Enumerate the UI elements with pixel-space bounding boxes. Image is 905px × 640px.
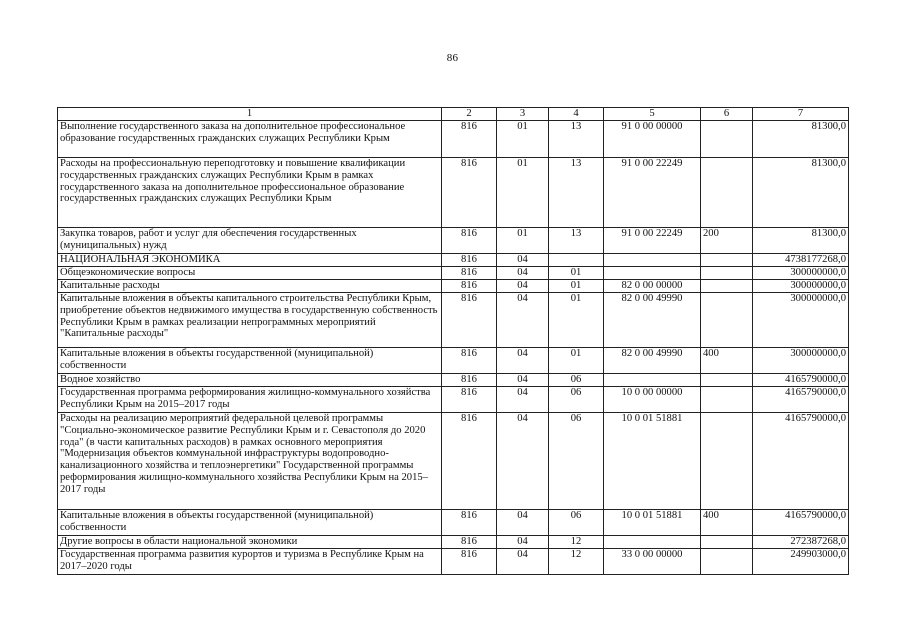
row-name: Водное хозяйство	[58, 374, 442, 387]
row-amount: 249903000,0	[753, 549, 849, 575]
row-code-5	[604, 374, 701, 387]
row-code-5: 82 0 00 49990	[604, 293, 701, 348]
row-amount: 81300,0	[753, 228, 849, 254]
row-code-4: 13	[549, 121, 604, 158]
row-name: Капитальные вложения в объекты капитального строительства Республики Крым, приобретение объектов недвижимого имущества в государственную собственность Республики Крым в рамках реализации непрограммных мероприятий "Капитальные расходы"	[58, 293, 442, 348]
row-code-3: 01	[497, 228, 549, 254]
header-cell: 1	[58, 108, 442, 121]
row-code-5: 33 0 00 00000	[604, 549, 701, 575]
row-name: Государственная программа реформирования жилищно-коммунального хозяйства Республики Крым на 2015–2017 годы	[58, 387, 442, 413]
header-cell: 4	[549, 108, 604, 121]
row-name: Капитальные вложения в объекты государственной (муниципальной) собственности	[58, 510, 442, 536]
row-code-2: 816	[442, 267, 497, 280]
table-row	[58, 510, 849, 536]
row-name: Капитальные вложения в объекты государственной (муниципальной) собственности	[58, 348, 442, 374]
row-code-3: 04	[497, 413, 549, 510]
row-code-5	[604, 536, 701, 549]
table-row	[58, 228, 849, 254]
header-cell: 6	[701, 108, 753, 121]
row-name: Закупка товаров, работ и услуг для обеспечения государственных (муниципальных) нужд	[58, 228, 442, 254]
table-row	[58, 387, 849, 413]
row-code-6	[701, 413, 753, 510]
table-header-row	[58, 108, 849, 121]
row-code-6: 400	[701, 348, 753, 374]
row-code-6	[701, 374, 753, 387]
row-code-2: 816	[442, 254, 497, 267]
row-code-5: 82 0 00 00000	[604, 280, 701, 293]
row-code-6	[701, 387, 753, 413]
row-code-2: 816	[442, 510, 497, 536]
page-number: 86	[446, 52, 459, 64]
row-code-4: 06	[549, 374, 604, 387]
row-amount: 4165790000,0	[753, 374, 849, 387]
row-code-3: 04	[497, 510, 549, 536]
row-code-6	[701, 254, 753, 267]
row-code-4: 12	[549, 549, 604, 575]
row-code-3: 04	[497, 387, 549, 413]
row-code-2: 816	[442, 228, 497, 254]
row-amount: 300000000,0	[753, 280, 849, 293]
row-code-4: 06	[549, 387, 604, 413]
row-code-5: 10 0 00 00000	[604, 387, 701, 413]
row-code-4: 01	[549, 348, 604, 374]
row-code-6	[701, 280, 753, 293]
row-code-2: 816	[442, 536, 497, 549]
row-code-2: 816	[442, 158, 497, 228]
row-name: Выполнение государственного заказа на дополнительное профессиональное образование государственных гражданских служащих Республики Крым	[58, 121, 442, 158]
row-name: Капитальные расходы	[58, 280, 442, 293]
header-cell: 7	[753, 108, 849, 121]
table-row	[58, 348, 849, 374]
table-row	[58, 374, 849, 387]
row-code-4: 12	[549, 536, 604, 549]
row-code-4: 01	[549, 293, 604, 348]
row-code-2: 816	[442, 348, 497, 374]
row-code-6	[701, 536, 753, 549]
row-code-2: 816	[442, 413, 497, 510]
row-code-2: 816	[442, 293, 497, 348]
row-code-4: 01	[549, 267, 604, 280]
row-name: Государственная программа развития курортов и туризма в Республике Крым на 2017–2020 годы	[58, 549, 442, 575]
row-code-3: 04	[497, 293, 549, 348]
row-code-6	[701, 121, 753, 158]
row-amount: 300000000,0	[753, 348, 849, 374]
table-row	[58, 267, 849, 280]
table-row	[58, 293, 849, 348]
row-amount: 4165790000,0	[753, 413, 849, 510]
row-code-3: 01	[497, 121, 549, 158]
row-code-5: 10 0 01 51881	[604, 413, 701, 510]
table-row	[58, 254, 849, 267]
row-name: НАЦИОНАЛЬНАЯ ЭКОНОМИКА	[58, 254, 442, 267]
header-cell: 3	[497, 108, 549, 121]
row-amount: 81300,0	[753, 121, 849, 158]
header-cell: 5	[604, 108, 701, 121]
row-amount: 4165790000,0	[753, 510, 849, 536]
row-code-4: 01	[549, 280, 604, 293]
row-amount: 81300,0	[753, 158, 849, 228]
row-amount: 4738177268,0	[753, 254, 849, 267]
row-code-5: 91 0 00 22249	[604, 158, 701, 228]
row-code-3: 04	[497, 280, 549, 293]
table-row	[58, 549, 849, 575]
row-code-4: 13	[549, 228, 604, 254]
row-name: Другие вопросы в области национальной экономики	[58, 536, 442, 549]
table-row	[58, 121, 849, 158]
row-code-2: 816	[442, 280, 497, 293]
row-code-4	[549, 254, 604, 267]
row-name: Расходы на реализацию мероприятий федеральной целевой программы "Социально-экономическое развитие Республики Крым и г. Севастополя до 2020 года" (в части капитальных расходов) в рамках основного мероприятия "Модернизация объектов коммунальной инфраструктуры водопроводно-канализационного хозяйства и теплоэнергетики" Государственной программы реформирования жилищно-коммунального хозяйства Республики Крым на 2015–2017 годы	[58, 413, 442, 510]
row-code-2: 816	[442, 374, 497, 387]
row-amount: 272387268,0	[753, 536, 849, 549]
row-code-3: 04	[497, 267, 549, 280]
row-code-6: 200	[701, 228, 753, 254]
row-code-3: 04	[497, 536, 549, 549]
budget-table	[57, 107, 849, 575]
row-code-4: 13	[549, 158, 604, 228]
row-code-3: 04	[497, 254, 549, 267]
row-code-3: 01	[497, 158, 549, 228]
row-amount: 4165790000,0	[753, 387, 849, 413]
row-name: Общеэкономические вопросы	[58, 267, 442, 280]
row-code-4: 06	[549, 510, 604, 536]
row-code-5: 91 0 00 22249	[604, 228, 701, 254]
row-code-5	[604, 254, 701, 267]
row-name: Расходы на профессиональную переподготовку и повышение квалификации государственных гражданских служащих Республики Крым в рамках государственного заказа на дополнительное профессиональное образование государственных гражданских служащих Республики Крым	[58, 158, 442, 228]
row-code-6	[701, 549, 753, 575]
row-code-4: 06	[549, 413, 604, 510]
row-code-6	[701, 293, 753, 348]
row-code-6	[701, 158, 753, 228]
table-row	[58, 158, 849, 228]
row-code-5	[604, 267, 701, 280]
row-amount: 300000000,0	[753, 267, 849, 280]
row-code-5: 10 0 01 51881	[604, 510, 701, 536]
header-cell: 2	[442, 108, 497, 121]
row-amount: 300000000,0	[753, 293, 849, 348]
table-row	[58, 280, 849, 293]
row-code-3: 04	[497, 549, 549, 575]
row-code-6	[701, 267, 753, 280]
row-code-3: 04	[497, 348, 549, 374]
row-code-5: 91 0 00 00000	[604, 121, 701, 158]
row-code-2: 816	[442, 549, 497, 575]
row-code-6: 400	[701, 510, 753, 536]
row-code-2: 816	[442, 387, 497, 413]
table-row	[58, 536, 849, 549]
row-code-2: 816	[442, 121, 497, 158]
table-row	[58, 413, 849, 510]
row-code-5: 82 0 00 49990	[604, 348, 701, 374]
row-code-3: 04	[497, 374, 549, 387]
